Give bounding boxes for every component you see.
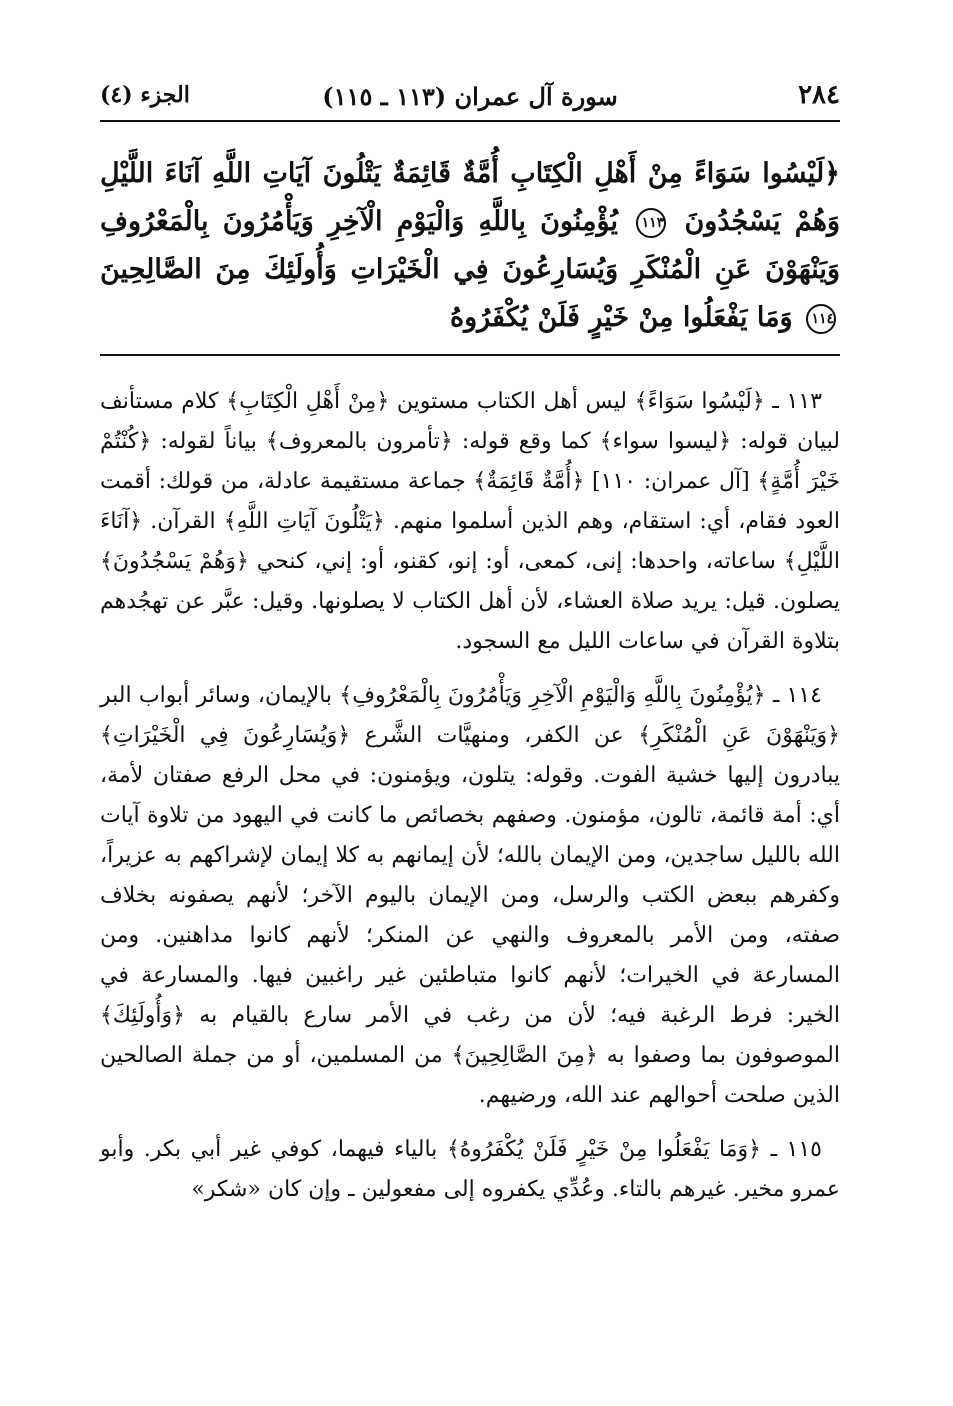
tafsir-paragraph-115: ١١٥ ـ ﴿وَمَا يَفْعَلُوا مِنْ خَيْرٍ فَلَنْ يُكْفَرُوهُ﴾ بالياء فيهما، كوفي غير أبي بكر. وأبو عمرو مخير. غيرهم بالتاء. وعُدِّي يكفروه إلى مفعولين ـ وإن كان «شكر» <box>100 1137 840 1202</box>
page-header <box>100 80 840 122</box>
verse-113: ﴿لَيْسُوا سَوَاءً مِنْ أَهْلِ الْكِتَابِ أُمَّةٌ قَائِمَةٌ يَتْلُونَ آيَاتِ اللَّهِ آنَاءَ اللَّيْلِ وَهُمْ يَسْجُدُونَ <box>100 158 840 237</box>
verse-text <box>100 150 840 342</box>
tafsir-paragraph-113: ١١٣ ـ ﴿لَيْسُوا سَوَاءً﴾ ليس أهل الكتاب مستوين ﴿مِنْ أَهْلِ الْكِتَابِ﴾ كلام مستأنف لبيان قوله: ﴿ليسوا سواء﴾ كما وقع قوله: ﴿تأمرون بالمعروف﴾ بياناً لقوله: ﴿كُنْتُمْ خَيْرَ أُمَّةٍ﴾ [آل عمران: ١١٠] ﴿أُمَّةٌ قَائِمَةٌ﴾ جماعة مستقيمة عادلة، من قولك: أقمت العود فقام، أي: استقام، وهم الذين أسلموا منهم. ﴿يَتْلُونَ آيَاتِ اللَّهِ﴾ القرآن. ﴿آنَاءَ اللَّيْلِ﴾ ساعاته، واحدها: إنى، كمعى، أو: إنو، كقنو، أو: إني، كنحي ﴿وَهُمْ يَسْجُدُونَ﴾ يصلون. قيل: يريد صلاة العشاء، لأن أهل الكتاب لا يصلونها. وقيل: عبَّر عن تهجُدهم بتلاوة القرآن في ساعات الليل مع السجود. <box>100 389 840 654</box>
tafsir-paragraph-114: ١١٤ ـ ﴿يُؤْمِنُونَ بِاللَّهِ وَالْيَوْمِ الْآخِرِ وَيَأْمُرُونَ بِالْمَعْرُوفِ﴾ بالإيمان، وسائر أبواب البر ﴿وَيَنْهَوْنَ عَنِ الْمُنْكَرِ﴾ عن الكفر، ومنهيَّات الشَّرع ﴿وَيُسَارِعُونَ فِي الْخَيْرَاتِ﴾ يبادرون إليها خشية الفوت. وقوله: يتلون، ويؤمنون: في محل الرفع صفتان لأمة، أي: أمة قائمة، تالون، مؤمنون. وصفهم بخصائص ما كانت في اليهود من تلاوة آيات الله بالليل ساجدين، ومن الإيمان بالله؛ لأن إيمانهم به كلا إيمان لإشراكهم به عزيراً، وكفرهم ببعض الكتب والرسل، ومن الإيمان باليوم الآخر؛ لأنهم يصفونه بخلاف صفته، ومن الأمر بالمعروف والنهي عن المنكر؛ لأنهم كانوا مداهنين. ومن المسارعة في الخيرات؛ لأنهم كانوا متباطئين غير راغبين فيها. والمسارعة في الخير: فرط الرغبة فيه؛ لأن من رغب في الأمر سارع بالقيام به ﴿وَأُولَئِكَ﴾ الموصوفون بما وصفوا به ﴿مِنَ الصَّالِحِينَ﴾ من المسلمين، أو من جملة الصالحين الذين صلحت أحوالهم عند الله، ورضيهم. <box>100 683 840 1108</box>
tafsir-commentary <box>100 382 840 1210</box>
verse-114: يُؤْمِنُونَ بِاللَّهِ وَالْيَوْمِ الْآخِرِ وَيَأْمُرُونَ بِالْمَعْرُوفِ وَيَنْهَوْنَ عَنِ الْمُنْكَرِ وَيُسَارِعُونَ فِي الْخَيْرَاتِ وَأُولَئِكَ مِنَ الصَّالِحِينَ <box>100 206 840 285</box>
verse-marker-114: ١١٤ <box>806 304 836 334</box>
page-number: ٢٨٤ <box>798 80 840 110</box>
book-page <box>100 80 840 1224</box>
surah-title: سورة آل عمران (١١٣ ـ ١١٥) <box>322 82 618 111</box>
juz-label: الجزء (٤) <box>100 82 190 108</box>
quran-verses <box>100 150 840 356</box>
verse-115: وَمَا يَفْعَلُوا مِنْ خَيْرٍ فَلَنْ يُكْفَرُوهُ <box>449 302 793 333</box>
verse-marker-113: ١١٣ <box>636 208 666 238</box>
